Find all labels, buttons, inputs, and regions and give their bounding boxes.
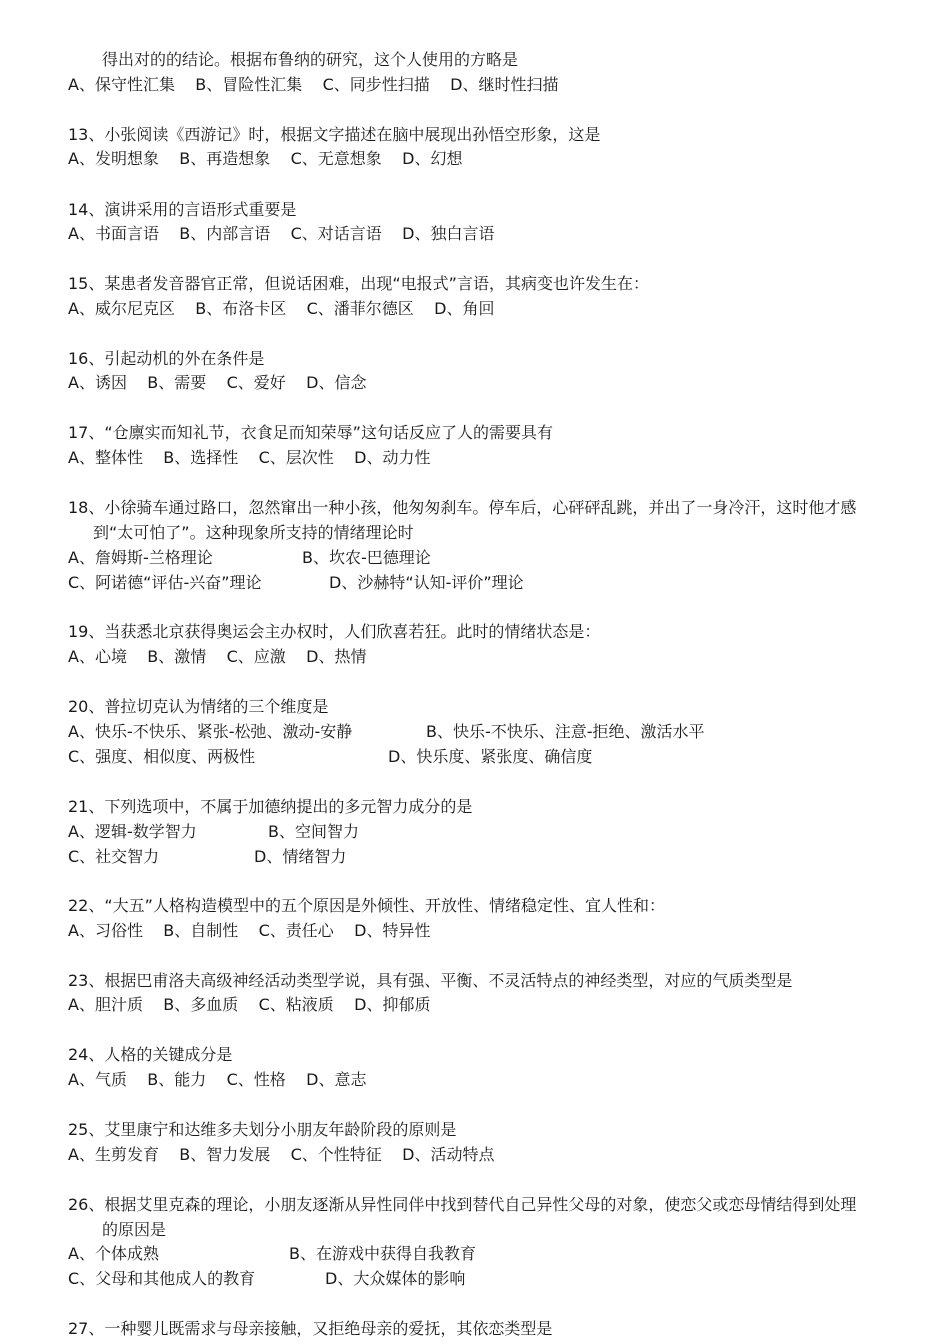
q13-options: A、发明想象 B、再造想象 C、无意想象 D、幻想 (68, 149, 463, 168)
q16-stem: 16、引起动机的外在条件是 (68, 349, 265, 368)
q20-option-d: D、快乐度、紧张度、确信度 (388, 747, 593, 766)
q18-option-b: B、坎农-巴德理论 (302, 548, 431, 567)
q13-stem: 13、小张阅读《西游记》时，根据文字描述在脑中展现出孙悟空形象，这是 (68, 125, 601, 144)
q19-stem: 19、当获悉北京获得奥运会主办权时，人们欣喜若狂。此时的情绪状态是： (68, 622, 601, 641)
q15-options: A、威尔尼克区 B、布洛卡区 C、潘菲尔德区 D、角回 (68, 299, 495, 318)
q18-stem-line1: 18、小徐骑车通过路口，忽然窜出一种小孩，他匆匆刹车。停车后，心砰砰乱跳，并出了一身冷汗，这时他才感 (68, 498, 857, 517)
q25-options: A、生剪发育 B、智力发展 C、个性特征 D、活动特点 (68, 1145, 495, 1164)
q18-option-a: A、詹姆斯-兰格理论 (68, 548, 213, 567)
q26-option-c: C、父母和其他成人的教育 (68, 1269, 256, 1288)
q26-option-d: D、大众媒体的影响 (325, 1269, 466, 1288)
q18-option-d: D、沙赫特“认知-评价”理论 (329, 573, 524, 592)
q14-options: A、书面言语 B、内部言语 C、对话言语 D、独白言语 (68, 224, 495, 243)
q26-stem-line1: 26、根据艾里克森的理论，小朋友逐渐从异性同伴中找到替代自己异性父母的对象，使恋父或恋母情结得到处理 (68, 1195, 857, 1214)
q20-stem: 20、普拉切克认为情绪的三个维度是 (68, 697, 329, 716)
q14-stem: 14、演讲采用的言语形式重要是 (68, 200, 297, 219)
q20-option-a: A、快乐-不快乐、紧张-松弛、激动-安静 (68, 722, 353, 741)
q22-stem: 22、“大五”人格构造模型中的五个原因是外倾性、开放性、情绪稳定性、宜人性和： (68, 896, 665, 915)
q26-option-b: B、在游戏中获得自我教育 (289, 1244, 476, 1263)
q20-option-b: B、快乐-不快乐、注意-拒绝、激活水平 (426, 722, 705, 741)
q27-stem: 27、一种婴儿既需求与母亲接触，又拒绝母亲的爱抚，其依恋类型是 (68, 1319, 553, 1338)
q17-options: A、整体性 B、选择性 C、层次性 D、动力性 (68, 448, 431, 467)
q23-options: A、胆汁质 B、多血质 C、粘液质 D、抑郁质 (68, 995, 431, 1014)
q20-option-c: C、强度、相似度、两极性 (68, 747, 256, 766)
q22-options: A、习俗性 B、自制性 C、责任心 D、特异性 (68, 921, 431, 940)
q21-option-a: A、逻辑-数学智力 (68, 822, 197, 841)
q15-stem: 15、某患者发音器官正常，但说话困难，出现“电报式”言语，其病变也许发生在： (68, 274, 649, 293)
q19-options: A、心境 B、激情 C、应激 D、热情 (68, 647, 367, 666)
q23-stem: 23、根据巴甫洛夫高级神经活动类型学说，具有强、平衡、不灵活特点的神经类型，对应的气质类型是 (68, 971, 793, 990)
q24-stem: 24、人格的关键成分是 (68, 1045, 233, 1064)
q21-option-d: D、情绪智力 (254, 847, 347, 866)
q16-options: A、诱因 B、需要 C、爱好 D、信念 (68, 373, 367, 392)
q12-options: A、保守性汇集 B、冒险性汇集 C、同步性扫描 D、继时性扫描 (68, 75, 559, 94)
q24-options: A、气质 B、能力 C、性格 D、意志 (68, 1070, 367, 1089)
q12-stem-continued: 得出对的的结论。根据布鲁纳的研究，这个人使用的方略是 (102, 50, 519, 69)
q21-option-b: B、空间智力 (268, 822, 359, 841)
q21-option-c: C、社交智力 (68, 847, 160, 866)
q18-option-c: C、阿诺德“评估-兴奋”理论 (68, 573, 262, 592)
q25-stem: 25、艾里康宁和达维多夫划分小朋友年龄阶段的原则是 (68, 1120, 457, 1139)
q26-option-a: A、个体成熟 (68, 1244, 159, 1263)
q17-stem: 17、“仓廪实而知礼节，衣食足而知荣辱”这句话反应了人的需要具有 (68, 423, 553, 442)
q21-stem: 21、下列选项中，不属于加德纳提出的多元智力成分的是 (68, 797, 473, 816)
q18-stem-line2: 到“太可怕了”。这种现象所支持的情绪理论时 (93, 523, 414, 542)
q26-stem-line2: 的原因是 (102, 1220, 167, 1239)
